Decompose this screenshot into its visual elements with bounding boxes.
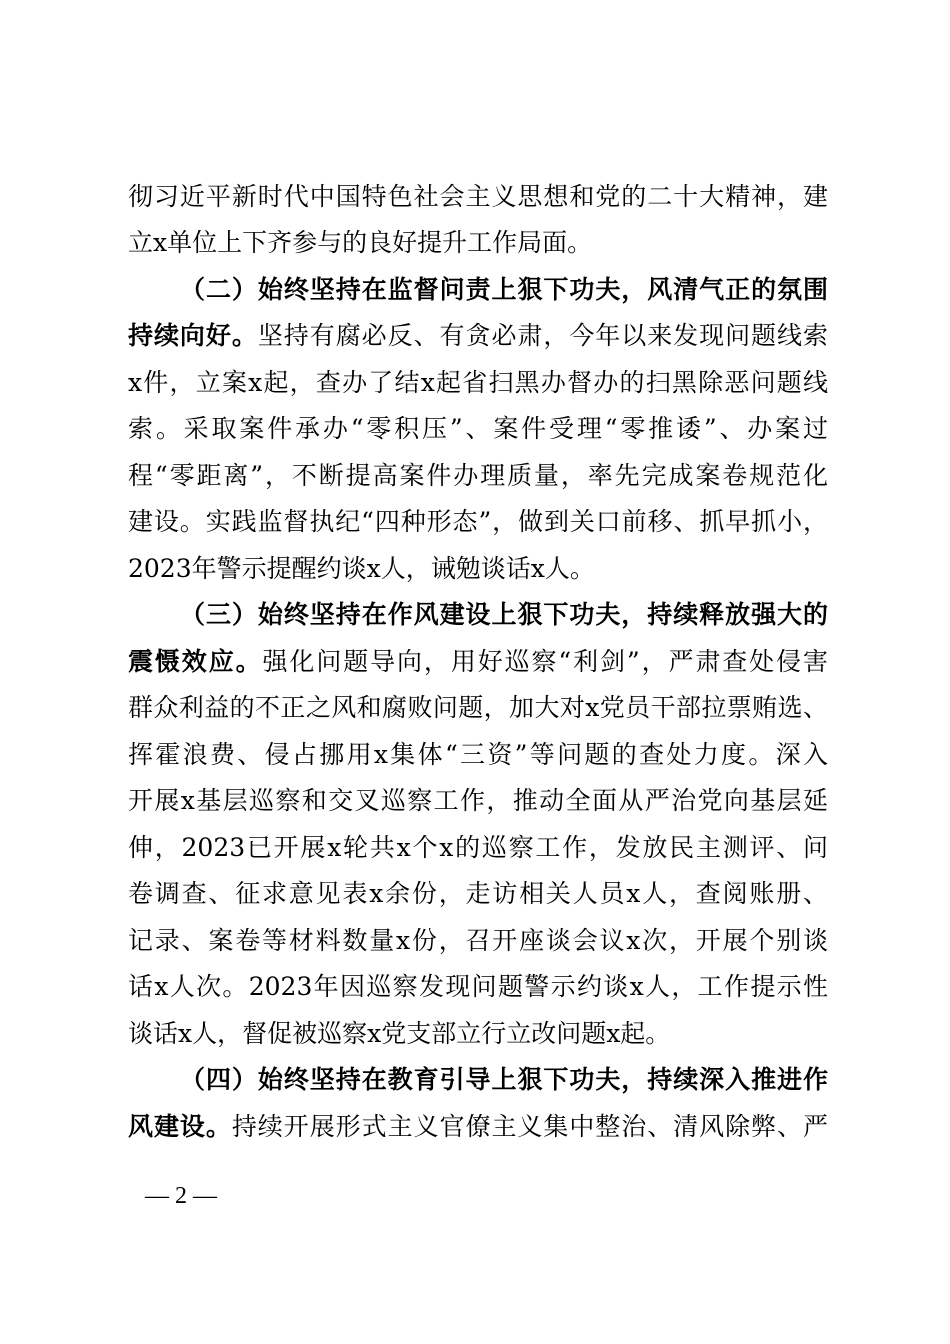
paragraph-line: 开展x基层巡察和交叉巡察工作，推动全面从严治党向基层延 — [128, 786, 828, 815]
paragraph-line: 立x单位上下齐参与的良好提升工作局面。 — [128, 228, 593, 257]
paragraph-line: 2023年警示提醒约谈x人，诫勉谈话x人。 — [128, 554, 595, 583]
paragraph-line: 卷调查、征求意见表x余份，走访相关人员x人，查阅账册、 — [128, 879, 828, 908]
paragraph-line: 挥霍浪费、侵占挪用x集体“三资”等问题的查处力度。深入 — [128, 740, 828, 769]
paragraph-line: 记录、案卷等材料数量x份，召开座谈会议x次，开展个别谈 — [128, 926, 828, 955]
section-heading: （三）始终坚持在作风建设上狠下功夫，持续释放强大的 — [180, 600, 828, 629]
paragraph-line: 伸，2023已开展x轮共x个x的巡察工作，发放民主测评、问 — [128, 833, 828, 862]
paragraph-line: 建设。实践监督执纪“四种形态”，做到关口前移、抓早抓小， — [128, 507, 828, 536]
paragraph-line: 话x人次。2023年因巡察发现问题警示约谈x人，工作提示性 — [128, 972, 828, 1001]
section-heading-tail: 持续向好。 — [128, 321, 258, 350]
paragraph-line: 程“零距离”，不断提高案件办理质量，率先完成案卷规范化 — [128, 461, 828, 490]
paragraph-line — [128, 1112, 828, 1142]
paragraph-text: 坚持有腐必反、有贪必肃，今年以来发现问题线索 — [257, 321, 828, 350]
section-heading: （二）始终坚持在监督问责上狠下功夫，风清气正的氛围 — [180, 275, 828, 304]
paragraph-line: 索。采取案件承办“零积压”、案件受理“零推诿”、办案过 — [128, 414, 828, 443]
paragraph-text: 持续开展形式主义官僚主义集中整治、清风除弊、严 — [231, 1112, 828, 1141]
paragraph-line — [128, 647, 828, 677]
paragraph-line: 彻习近平新时代中国特色社会主义思想和党的二十大精神，建 — [128, 182, 828, 211]
paragraph-line — [128, 321, 828, 351]
paragraph-line: 谈话x人，督促被巡察x党支部立行立改问题x起。 — [128, 1019, 671, 1048]
paragraph-line: 群众利益的不正之风和腐败问题，加大对x党员干部拉票贿选、 — [128, 693, 828, 722]
section-heading-tail: 震慑效应。 — [128, 647, 263, 676]
section-heading-tail: 风建设。 — [128, 1112, 232, 1141]
section-heading: （四）始终坚持在教育引导上狠下功夫，持续深入推进作 — [180, 1065, 828, 1094]
paragraph-line: x件，立案x起，查办了结x起省扫黑办督办的扫黑除恶问题线 — [128, 368, 828, 397]
paragraph-text: 强化问题导向，用好巡察“利剑”，严肃查处侵害 — [262, 647, 828, 676]
page-number: — 2 — — [145, 1183, 217, 1209]
